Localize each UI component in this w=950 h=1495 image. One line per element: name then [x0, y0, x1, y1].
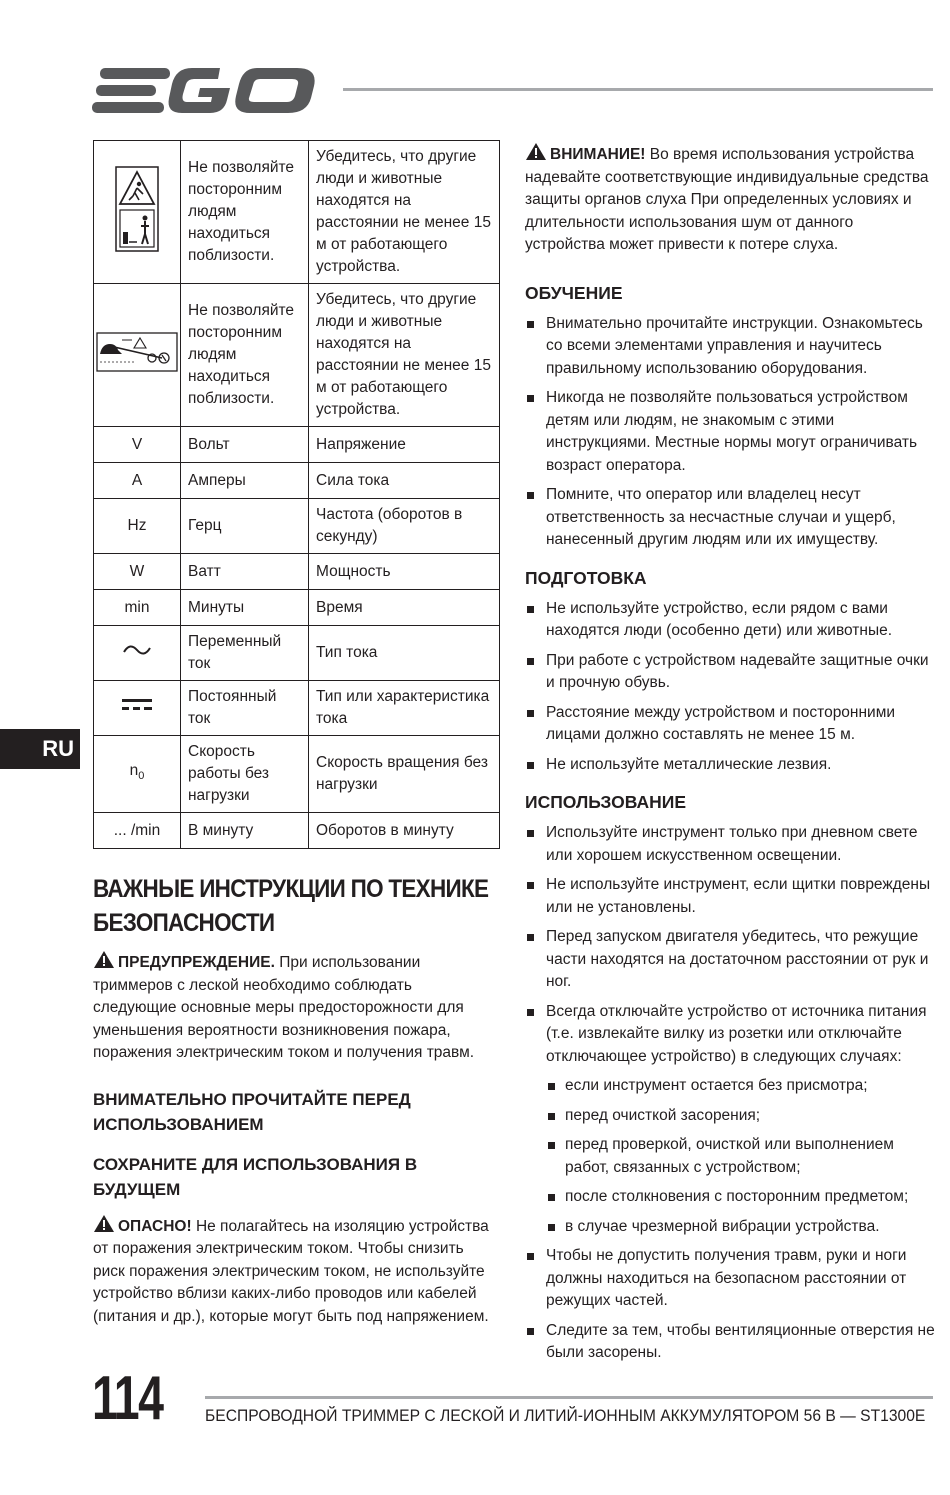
danger-triangle-icon — [93, 1214, 115, 1233]
symbol-name: Постоянный ток — [181, 681, 309, 736]
symbol-name: Скорость работы без нагрузки — [181, 736, 309, 813]
symbol-description: Убедитесь, что другие люди и животные находятся на расстоянии не менее 15 м от работающего устройства. — [309, 284, 500, 427]
sublist-item: в случае чрезмерной вибрации устройства. — [546, 1216, 935, 1239]
table-row — [94, 554, 500, 590]
operation-list — [525, 822, 935, 1365]
symbol-name: Амперы — [181, 463, 309, 499]
table-row — [94, 463, 500, 499]
danger-text: Не полагайтесь на изоляцию устройства от поражения электрическим током. Чтобы снизить риск поражения электрическим током, не используйте устройство вблизи каких-либо проводов или кабелей (питания и др.), которые могут быть под напряжением. — [93, 1217, 489, 1325]
right-column — [525, 142, 935, 1372]
direct-current-icon — [121, 697, 153, 713]
symbol-text: Hz — [94, 499, 181, 554]
symbol-description: Время — [309, 590, 500, 626]
attention-paragraph — [525, 142, 935, 257]
symbol-description: Тип или характеристика тока — [309, 681, 500, 736]
table-row — [94, 590, 500, 626]
danger-paragraph — [93, 1214, 498, 1329]
symbol-cell — [94, 681, 181, 736]
attention-triangle-icon — [525, 142, 547, 161]
table-row — [94, 427, 500, 463]
table-row — [94, 681, 500, 736]
safety-heading: ВАЖНЫЕ ИНСТРУКЦИИ ПО ТЕХНИКЕ БЕЗОПАСНОСТИ — [93, 875, 489, 937]
table-row — [94, 736, 500, 813]
table-row — [94, 141, 500, 284]
symbol-text: ... /min — [94, 813, 181, 849]
table-row — [94, 499, 500, 554]
symbol-text: A — [94, 463, 181, 499]
symbol-description: Сила тока — [309, 463, 500, 499]
footer-rule — [205, 1396, 933, 1399]
list-item: Чтобы не допустить получения травм, руки и ноги должны находиться на безопасном расстоянии от режущих частей. — [525, 1245, 935, 1313]
table-row — [94, 626, 500, 681]
symbol-description: Скорость вращения без нагрузки — [309, 736, 500, 813]
keep-bystanders-away-icon — [115, 166, 159, 252]
list-item: Перед запуском двигателя убедитесь, что режущие части находятся на достаточном расстоянии от рук и ног. — [525, 926, 935, 994]
table-row — [94, 813, 500, 849]
training-list — [525, 313, 935, 552]
symbol-name: Герц — [181, 499, 309, 554]
list-item: Никогда не позволяйте пользоваться устройством детям или людям, не знакомым с этими инструкциями. Местные нормы могут ограничивать возраст оператора. — [525, 387, 935, 477]
symbol-cell — [94, 626, 181, 681]
symbol-subscript: 0 — [138, 770, 145, 783]
save-for-future-heading: СОХРАНИТЕ ДЛЯ ИСПОЛЬЗОВАНИЯ В БУДУЩЕМ — [93, 1154, 418, 1199]
list-item: При работе с устройством надевайте защитные очки и прочную обувь. — [525, 650, 935, 695]
symbol-cell — [94, 141, 181, 284]
list-item-text: Всегда отключайте устройство от источника питания (т.е. извлекайте вилку из розетки или отключайте отключающее устройство) в следующих случаях: — [546, 1002, 927, 1065]
symbol-cell — [94, 736, 181, 813]
list-item: Используйте инструмент только при дневном свете или хорошем искусственном освещении. — [525, 822, 935, 867]
ego-logo — [92, 66, 322, 116]
footer-title: БЕСПРОВОДНОЙ ТРИММЕР С ЛЕСКОЙ И ЛИТИЙ-ИОННЫМ АККУМУЛЯТОРОМ 56 В — ST1300E — [205, 1406, 926, 1425]
sublist-item: если инструмент остается без присмотра; — [546, 1075, 935, 1098]
list-item: Следите за тем, чтобы вентиляционные отверстия не были засорены. — [525, 1320, 935, 1365]
list-item: Помните, что оператор или владелец несут ответственность за несчастные случаи и ущерб, нанесенный другим людям или их имуществу. — [525, 484, 935, 552]
page-number: 114 — [92, 1364, 163, 1433]
symbol-description: Убедитесь, что другие люди и животные находятся на расстоянии не менее 15 м от работающего устройства. — [309, 141, 500, 284]
list-item: Не используйте инструмент, если щитки повреждены или не установлены. — [525, 874, 935, 919]
list-item: Не используйте металлические лезвия. — [525, 754, 935, 777]
warning-text: При использовании триммеров с леской необходимо соблюдать следующие основные меры предосторожности для уменьшения вероятности возникновения пожара, поражения электрическим током и получения травм. — [93, 954, 475, 1061]
symbol-description: Оборотов в минуту — [309, 813, 500, 849]
warning-paragraph — [93, 950, 498, 1065]
symbol-name: В минуту — [181, 813, 309, 849]
preparation-list — [525, 598, 935, 777]
symbol-name: Ватт — [181, 554, 309, 590]
symbol-description: Напряжение — [309, 427, 500, 463]
operation-heading: ИСПОЛЬЗОВАНИЕ — [525, 792, 687, 812]
sublist-item: перед очисткой засорения; — [546, 1105, 935, 1128]
sublist-item: перед проверкой, очисткой или выполнением работ, связанных с устройством; — [546, 1134, 935, 1179]
symbol-cell — [94, 284, 181, 427]
header-rule — [343, 88, 933, 91]
symbol-text: n — [129, 762, 139, 780]
symbol-name: Вольт — [181, 427, 309, 463]
danger-label: ОПАСНО! — [118, 1217, 192, 1235]
list-item: Внимательно прочитайте инструкции. Ознакомьтесь со всеми элементами управления и научитесь правильному использованию оборудования. — [525, 313, 935, 381]
alternating-current-icon — [122, 640, 152, 660]
symbol-name: Не позволяйте посторонним людям находиться поблизости. — [181, 284, 309, 427]
symbol-description: Частота (оборотов в секунду) — [309, 499, 500, 554]
symbol-name: Не позволяйте посторонним людям находиться поблизости. — [181, 141, 309, 284]
attention-text: Во время использования устройства надевайте соответствующие индивидуальные средства защиты органов слуха При определенных условиях и длительности использования шум от данного устройства может привести к потере слуха. — [525, 146, 929, 253]
symbol-description: Мощность — [309, 554, 500, 590]
symbol-text: V — [94, 427, 181, 463]
symbol-name: Переменный ток — [181, 626, 309, 681]
sublist-item: после столкновения с посторонним предметом; — [546, 1186, 935, 1209]
language-tab: RU — [0, 729, 80, 769]
symbol-text: W — [94, 554, 181, 590]
left-column — [93, 872, 498, 1328]
attention-label: ВНИМАНИЕ! — [550, 146, 646, 163]
list-item: Не используйте устройство, если рядом с вами находятся люди (особенно дети) или животные. — [525, 598, 935, 643]
warning-label: ПРЕДУПРЕЖДЕНИЕ. — [118, 954, 275, 971]
training-heading: ОБУЧЕНИЕ — [525, 282, 623, 303]
warning-triangle-icon — [93, 950, 115, 969]
symbols-table — [93, 140, 500, 849]
trimmer-distance-icon — [96, 332, 178, 372]
read-before-use-heading: ВНИМАТЕЛЬНО ПРОЧИТАЙТЕ ПЕРЕД ИСПОЛЬЗОВАНИЕМ — [93, 1089, 411, 1134]
preparation-heading: ПОДГОТОВКА — [525, 567, 647, 588]
list-item — [525, 1001, 935, 1239]
symbol-name: Минуты — [181, 590, 309, 626]
list-item: Расстояние между устройством и посторонними лицами должно составлять не менее 15 м. — [525, 702, 935, 747]
symbol-description: Тип тока — [309, 626, 500, 681]
symbol-text: min — [94, 590, 181, 626]
disconnect-sublist — [546, 1075, 935, 1238]
table-row — [94, 284, 500, 427]
